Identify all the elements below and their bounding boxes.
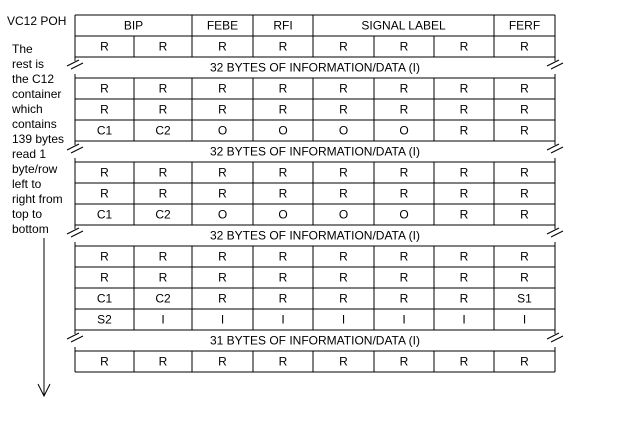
byte-cell: R [459,207,469,222]
header-cell: BIP [123,18,144,33]
header-cell: FEBE [206,18,239,33]
byte-cell: R [218,249,227,264]
byte-cell: R [278,186,288,201]
byte-cell: R [278,270,288,285]
byte-cell: R [100,249,109,264]
byte-cell: I [281,312,285,327]
byte-cell: R [339,354,348,369]
byte-cell: R [459,270,469,285]
byte-cell: R [399,186,409,201]
cell-labels [97,19,540,369]
byte-cell: R [100,81,109,96]
byte-cell: O [278,207,288,222]
byte-cell: R [278,291,288,306]
byte-cell: R [100,102,109,117]
byte-cell: R [399,165,409,180]
byte-cell: R [339,291,348,306]
byte-cell: R [100,165,109,180]
byte-cell: O [338,123,349,138]
byte-cell: R [520,249,529,264]
byte-cell: C1 [96,291,113,306]
reading-direction-arrow [38,238,50,396]
byte-cell: R [459,291,469,306]
note-line: which [12,102,43,116]
byte-cell: R [278,81,288,96]
byte-cell: O [217,123,228,138]
byte-cell: R [158,354,168,369]
byte-cell: R [339,249,348,264]
byte-cell: R [100,354,109,369]
note-line: byte/row [12,162,58,176]
byte-cell: S1 [517,291,532,306]
byte-cell: R [278,39,288,54]
byte-cell: S2 [97,312,112,327]
byte-cell: R [158,165,168,180]
note-line: rest is [12,57,45,71]
byte-cell: R [218,270,227,285]
byte-cell: R [339,270,348,285]
byte-cell: R [339,186,348,201]
byte-cell: I [341,312,346,327]
note-line: contains [12,117,57,131]
byte-cell: R [218,291,227,306]
byte-cell: R [459,102,469,117]
byte-cell: R [158,39,168,54]
note-line: the C12 [12,72,55,86]
note-line: top to [12,207,43,221]
byte-cell: R [459,165,469,180]
byte-cell: R [278,249,288,264]
byte-cell: R [218,165,227,180]
byte-cell: I [220,312,225,327]
note-line: container [12,87,62,101]
byte-cell: R [399,354,409,369]
byte-cell: R [399,102,409,117]
byte-cell: R [459,249,469,264]
note-line: 139 bytes [12,132,65,146]
byte-cell: R [278,354,288,369]
byte-cell: C2 [155,291,171,306]
byte-cell: R [158,186,168,201]
byte-cell: R [339,102,348,117]
header-cell: FERF [508,18,541,33]
byte-cell: R [459,186,469,201]
byte-cell: I [522,312,527,327]
byte-cell: R [520,39,529,54]
byte-cell: O [217,207,228,222]
byte-cell: R [218,39,227,54]
byte-cell: R [218,354,227,369]
byte-cell: R [278,165,288,180]
byte-cell: R [218,102,227,117]
header-cell: RFI [273,18,293,33]
byte-cell: R [520,186,529,201]
byte-cell: O [278,123,288,138]
byte-cell: R [399,270,409,285]
byte-cell: C2 [155,123,171,138]
byte-cell: R [100,270,109,285]
byte-cell: R [459,354,469,369]
byte-cell: R [399,39,409,54]
note-line: The [12,42,33,56]
byte-cell: R [339,165,348,180]
byte-cell: R [399,249,409,264]
byte-cell: R [520,81,529,96]
byte-cell: R [100,39,109,54]
byte-cell: R [158,81,168,96]
byte-cell: R [218,186,227,201]
byte-cell: R [100,186,109,201]
byte-cell: C1 [96,123,113,138]
info-band-label: 32 BYTES OF INFORMATION/DATA (I) [209,60,421,75]
info-band-label: 32 BYTES OF INFORMATION/DATA (I) [209,144,421,159]
byte-cell: I [462,312,466,327]
byte-cell: I [161,312,165,327]
note-line: bottom [12,222,49,236]
byte-cell: R [459,81,469,96]
byte-cell: R [278,102,288,117]
byte-cell: R [339,81,348,96]
byte-cell: R [520,102,529,117]
note-line: left to [12,177,42,191]
byte-cell: R [399,291,409,306]
byte-cell: R [520,207,529,222]
byte-cell: R [158,270,168,285]
byte-cell: R [520,123,529,138]
byte-cell: R [339,39,348,54]
info-band-label: 32 BYTES OF INFORMATION/DATA (I) [209,228,421,243]
byte-cell: R [218,81,227,96]
byte-cell: O [399,123,409,138]
vc12-poh-title: VC12 POH [7,14,67,28]
byte-cell: R [459,123,469,138]
info-band-label: 31 BYTES OF INFORMATION/DATA (I) [209,333,421,348]
note-line: right from [12,192,63,206]
header-cell: SIGNAL LABEL [361,18,446,33]
byte-cell: R [520,270,529,285]
byte-cell: C1 [96,207,113,222]
byte-cell: R [399,81,409,96]
byte-cell: I [402,312,406,327]
byte-cell: R [520,165,529,180]
byte-cell: R [459,39,469,54]
byte-cell: R [520,354,529,369]
byte-cell: O [399,207,409,222]
byte-cell: C2 [155,207,171,222]
note-line: read 1 [12,147,47,161]
byte-cell: R [158,249,168,264]
byte-cell: R [158,102,168,117]
byte-cell: O [338,207,349,222]
